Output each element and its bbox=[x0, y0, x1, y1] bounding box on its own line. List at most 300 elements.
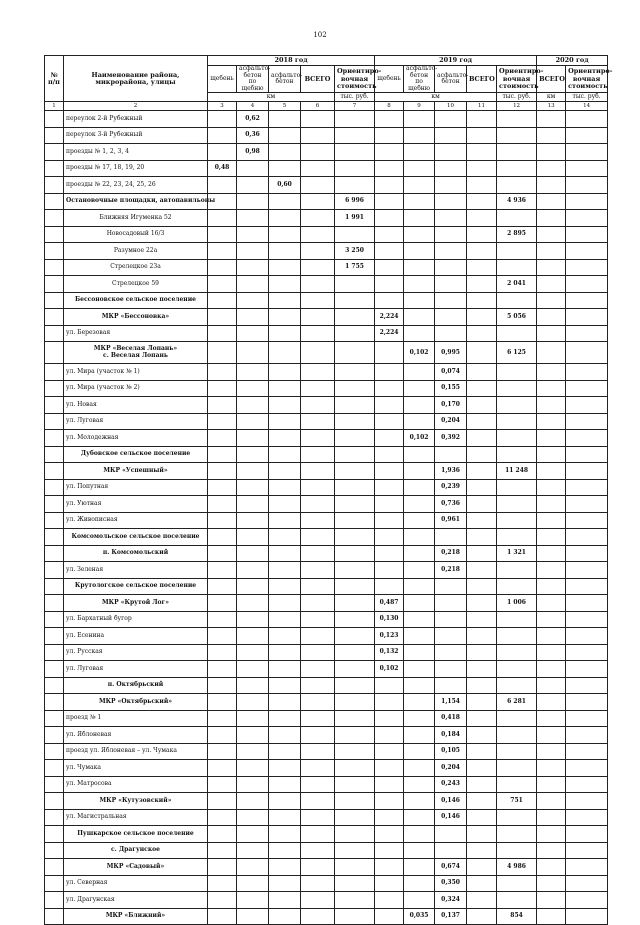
value-cell bbox=[335, 529, 375, 546]
value-cell bbox=[404, 793, 435, 810]
value-cell bbox=[301, 727, 335, 744]
value-cell bbox=[404, 292, 435, 309]
row-number-cell bbox=[45, 496, 64, 513]
value-cell bbox=[301, 529, 335, 546]
value-cell bbox=[537, 380, 566, 397]
value-cell bbox=[335, 309, 375, 326]
value-cell bbox=[566, 430, 608, 447]
value-cell bbox=[537, 809, 566, 826]
value-cell bbox=[269, 446, 301, 463]
value-cell bbox=[237, 210, 269, 227]
value-cell bbox=[566, 562, 608, 579]
value-cell bbox=[467, 512, 497, 529]
value-cell bbox=[435, 226, 467, 243]
row-number-cell bbox=[45, 677, 64, 694]
value-cell bbox=[537, 430, 566, 447]
value-cell: 0,123 bbox=[375, 628, 404, 645]
row-number-cell bbox=[45, 380, 64, 397]
value-cell bbox=[497, 380, 537, 397]
row-name-cell: п. Октябрьский bbox=[64, 677, 208, 694]
table-row bbox=[45, 611, 608, 628]
value-cell bbox=[497, 496, 537, 513]
value-cell bbox=[467, 644, 497, 661]
year-2018-header: 2018 год bbox=[208, 56, 375, 66]
page-number: 102 bbox=[313, 31, 327, 39]
table-row bbox=[45, 111, 608, 128]
value-cell bbox=[404, 226, 435, 243]
value-cell: 2,224 bbox=[375, 309, 404, 326]
value-cell bbox=[335, 160, 375, 177]
column-index-cell: 10 bbox=[435, 102, 467, 111]
value-cell bbox=[537, 397, 566, 414]
row-number-cell bbox=[45, 661, 64, 678]
row-name-cell: Бессоновское сельское поселение bbox=[64, 292, 208, 309]
value-cell bbox=[404, 892, 435, 909]
column-index-cell: 5 bbox=[269, 102, 301, 111]
value-cell bbox=[208, 892, 237, 909]
value-cell bbox=[335, 292, 375, 309]
value-cell bbox=[404, 859, 435, 876]
value-cell bbox=[301, 875, 335, 892]
value-cell bbox=[375, 397, 404, 414]
column-index-cell: 14 bbox=[566, 102, 608, 111]
value-cell bbox=[537, 892, 566, 909]
column-index-cell: 1 bbox=[45, 102, 64, 111]
value-cell bbox=[301, 413, 335, 430]
value-cell bbox=[566, 760, 608, 777]
table-row bbox=[45, 127, 608, 144]
table-row bbox=[45, 259, 608, 276]
value-cell bbox=[335, 545, 375, 562]
value-cell bbox=[497, 826, 537, 843]
value-cell bbox=[467, 479, 497, 496]
value-cell bbox=[208, 380, 237, 397]
value-cell bbox=[269, 364, 301, 381]
value-cell bbox=[375, 276, 404, 293]
value-cell bbox=[404, 160, 435, 177]
value-cell bbox=[237, 842, 269, 859]
value-cell bbox=[269, 259, 301, 276]
row-number-cell bbox=[45, 793, 64, 810]
value-cell bbox=[301, 809, 335, 826]
col-number-header: № п/п bbox=[45, 56, 64, 102]
value-cell bbox=[375, 210, 404, 227]
value-cell bbox=[208, 842, 237, 859]
value-cell: 0,243 bbox=[435, 776, 467, 793]
value-cell bbox=[537, 628, 566, 645]
value-cell bbox=[208, 111, 237, 128]
value-cell: 11 248 bbox=[497, 463, 537, 480]
value-cell bbox=[497, 259, 537, 276]
value-cell bbox=[335, 644, 375, 661]
value-cell bbox=[404, 479, 435, 496]
value-cell bbox=[537, 479, 566, 496]
value-cell bbox=[208, 595, 237, 612]
value-cell bbox=[537, 595, 566, 612]
value-cell: 0,074 bbox=[435, 364, 467, 381]
value-cell bbox=[566, 776, 608, 793]
value-cell bbox=[269, 479, 301, 496]
row-name-cell: ул. Живописная bbox=[64, 512, 208, 529]
value-cell bbox=[375, 727, 404, 744]
row-number-cell bbox=[45, 628, 64, 645]
value-cell: 2,224 bbox=[375, 325, 404, 342]
value-cell bbox=[404, 578, 435, 595]
row-name-cell: с. Драгунское bbox=[64, 842, 208, 859]
value-cell bbox=[537, 545, 566, 562]
value-cell: 0,60 bbox=[269, 177, 301, 194]
row-name-cell: ул. Луговая bbox=[64, 413, 208, 430]
value-cell bbox=[467, 595, 497, 612]
value-cell bbox=[269, 743, 301, 760]
value-cell bbox=[269, 710, 301, 727]
value-cell: 0,324 bbox=[435, 892, 467, 909]
row-name-cell: Ближняя Игуменка 52 bbox=[64, 210, 208, 227]
value-cell bbox=[404, 595, 435, 612]
table-row bbox=[45, 380, 608, 397]
row-name-cell: Новосадовый 16/3 bbox=[64, 226, 208, 243]
value-cell bbox=[566, 479, 608, 496]
value-cell bbox=[467, 793, 497, 810]
value-cell bbox=[335, 430, 375, 447]
value-cell bbox=[269, 727, 301, 744]
value-cell bbox=[375, 875, 404, 892]
row-name-cell: ул. Северная bbox=[64, 875, 208, 892]
value-cell bbox=[404, 144, 435, 161]
value-cell bbox=[301, 193, 335, 210]
value-cell bbox=[208, 908, 237, 925]
value-cell bbox=[467, 727, 497, 744]
row-number-cell bbox=[45, 875, 64, 892]
value-cell bbox=[467, 259, 497, 276]
value-cell bbox=[208, 226, 237, 243]
value-cell bbox=[301, 644, 335, 661]
value-cell bbox=[537, 463, 566, 480]
value-cell bbox=[269, 644, 301, 661]
value-cell bbox=[537, 309, 566, 326]
value-cell bbox=[497, 710, 537, 727]
gravel-2018-header: щебень bbox=[208, 66, 237, 93]
value-cell bbox=[301, 243, 335, 260]
value-cell bbox=[404, 380, 435, 397]
value-cell bbox=[269, 430, 301, 447]
value-cell bbox=[566, 892, 608, 909]
value-cell bbox=[404, 463, 435, 480]
value-cell bbox=[335, 776, 375, 793]
value-cell bbox=[435, 826, 467, 843]
value-cell bbox=[467, 677, 497, 694]
table-row bbox=[45, 743, 608, 760]
value-cell bbox=[208, 710, 237, 727]
value-cell bbox=[404, 397, 435, 414]
value-cell bbox=[467, 694, 497, 711]
value-cell bbox=[237, 512, 269, 529]
row-name-cell: МКР «Веселая Лопань» с. Веселая Лопань bbox=[64, 342, 208, 364]
row-name-cell: МКР «Бессоновка» bbox=[64, 309, 208, 326]
value-cell bbox=[208, 364, 237, 381]
value-cell bbox=[537, 760, 566, 777]
value-cell bbox=[301, 276, 335, 293]
value-cell bbox=[404, 694, 435, 711]
row-number-cell bbox=[45, 611, 64, 628]
value-cell bbox=[404, 611, 435, 628]
value-cell bbox=[497, 644, 537, 661]
value-cell bbox=[467, 760, 497, 777]
row-name-cell: МКР «Кутузовский» bbox=[64, 793, 208, 810]
value-cell bbox=[237, 364, 269, 381]
table-row bbox=[45, 677, 608, 694]
value-cell bbox=[566, 859, 608, 876]
value-cell bbox=[237, 694, 269, 711]
value-cell bbox=[497, 430, 537, 447]
value-cell bbox=[269, 127, 301, 144]
value-cell bbox=[208, 397, 237, 414]
value-cell bbox=[435, 611, 467, 628]
value-cell bbox=[375, 908, 404, 925]
value-cell bbox=[467, 463, 497, 480]
asphalt-on-gravel-2019-header: асфальто-бетон по щебню bbox=[404, 66, 435, 93]
row-name-cell: ул. Драгунская bbox=[64, 892, 208, 909]
gravel-2019-header: щебень bbox=[375, 66, 404, 93]
column-index-cell: 13 bbox=[537, 102, 566, 111]
value-cell bbox=[404, 677, 435, 694]
table-row bbox=[45, 210, 608, 227]
value-cell bbox=[467, 776, 497, 793]
row-name-cell: МКР «Садовый» bbox=[64, 859, 208, 876]
value-cell bbox=[301, 842, 335, 859]
row-name-cell: ул. Мира (участок № 1) bbox=[64, 364, 208, 381]
value-cell bbox=[435, 160, 467, 177]
value-cell bbox=[566, 677, 608, 694]
row-name-cell: проезды № 17, 18, 19, 20 bbox=[64, 160, 208, 177]
row-name-cell: Крутологское сельское поселение bbox=[64, 578, 208, 595]
value-cell bbox=[467, 160, 497, 177]
value-cell bbox=[467, 809, 497, 826]
table-row bbox=[45, 342, 608, 364]
value-cell: 5 056 bbox=[497, 309, 537, 326]
value-cell bbox=[269, 512, 301, 529]
table-row bbox=[45, 226, 608, 243]
row-name-cell: проезд № 1 bbox=[64, 710, 208, 727]
value-cell bbox=[404, 364, 435, 381]
row-number-cell bbox=[45, 809, 64, 826]
value-cell bbox=[435, 177, 467, 194]
value-cell bbox=[467, 562, 497, 579]
value-cell bbox=[566, 743, 608, 760]
value-cell bbox=[269, 694, 301, 711]
value-cell bbox=[301, 908, 335, 925]
value-cell bbox=[375, 496, 404, 513]
table-row bbox=[45, 727, 608, 744]
value-cell bbox=[497, 760, 537, 777]
value-cell bbox=[237, 892, 269, 909]
value-cell bbox=[335, 380, 375, 397]
value-cell bbox=[375, 677, 404, 694]
row-name-cell: п. Комсомольский bbox=[64, 545, 208, 562]
total-2018-header: ВСЕГО bbox=[301, 66, 335, 93]
value-cell bbox=[566, 496, 608, 513]
value-cell bbox=[537, 529, 566, 546]
total-2019-header: ВСЕГО bbox=[467, 66, 497, 93]
value-cell bbox=[435, 292, 467, 309]
row-number-cell bbox=[45, 177, 64, 194]
value-cell bbox=[566, 144, 608, 161]
table-row bbox=[45, 463, 608, 480]
value-cell bbox=[208, 760, 237, 777]
value-cell bbox=[335, 226, 375, 243]
value-cell: 751 bbox=[497, 793, 537, 810]
value-cell bbox=[237, 628, 269, 645]
value-cell: 1,154 bbox=[435, 694, 467, 711]
value-cell bbox=[335, 908, 375, 925]
value-cell bbox=[467, 380, 497, 397]
row-name-cell: ул. Есенина bbox=[64, 628, 208, 645]
value-cell bbox=[208, 529, 237, 546]
value-cell bbox=[404, 644, 435, 661]
value-cell bbox=[301, 512, 335, 529]
value-cell bbox=[467, 397, 497, 414]
value-cell bbox=[208, 809, 237, 826]
value-cell bbox=[301, 562, 335, 579]
value-cell bbox=[497, 776, 537, 793]
value-cell bbox=[537, 661, 566, 678]
value-cell bbox=[237, 276, 269, 293]
value-cell bbox=[301, 578, 335, 595]
value-cell bbox=[467, 496, 497, 513]
table-row bbox=[45, 694, 608, 711]
value-cell bbox=[301, 859, 335, 876]
value-cell bbox=[301, 364, 335, 381]
value-cell bbox=[497, 842, 537, 859]
value-cell bbox=[537, 364, 566, 381]
value-cell bbox=[467, 177, 497, 194]
value-cell bbox=[435, 446, 467, 463]
row-number-cell bbox=[45, 430, 64, 447]
value-cell bbox=[269, 111, 301, 128]
value-cell bbox=[375, 193, 404, 210]
row-number-cell bbox=[45, 309, 64, 326]
asphalt-on-gravel-2018-header: асфальто-бетон по щебню bbox=[237, 66, 269, 93]
value-cell bbox=[301, 545, 335, 562]
table-row bbox=[45, 364, 608, 381]
value-cell bbox=[375, 430, 404, 447]
value-cell bbox=[375, 259, 404, 276]
value-cell bbox=[335, 463, 375, 480]
value-cell bbox=[237, 595, 269, 612]
table-row bbox=[45, 276, 608, 293]
value-cell bbox=[375, 859, 404, 876]
value-cell bbox=[467, 743, 497, 760]
row-number-cell bbox=[45, 160, 64, 177]
table-row bbox=[45, 859, 608, 876]
value-cell bbox=[566, 463, 608, 480]
table-row bbox=[45, 760, 608, 777]
value-cell bbox=[269, 325, 301, 342]
table-row bbox=[45, 397, 608, 414]
column-index-cell: 7 bbox=[335, 102, 375, 111]
value-cell bbox=[537, 875, 566, 892]
value-cell bbox=[335, 127, 375, 144]
value-cell bbox=[208, 144, 237, 161]
value-cell bbox=[537, 210, 566, 227]
value-cell bbox=[208, 342, 237, 364]
row-number-cell bbox=[45, 694, 64, 711]
value-cell bbox=[237, 193, 269, 210]
value-cell bbox=[269, 529, 301, 546]
value-cell: 0,487 bbox=[375, 595, 404, 612]
value-cell bbox=[237, 859, 269, 876]
row-number-cell bbox=[45, 578, 64, 595]
value-cell bbox=[237, 243, 269, 260]
row-number-cell bbox=[45, 760, 64, 777]
row-name-cell: МКР «Успешный» bbox=[64, 463, 208, 480]
value-cell: 0,36 bbox=[237, 127, 269, 144]
value-cell bbox=[301, 127, 335, 144]
value-cell bbox=[435, 644, 467, 661]
value-cell bbox=[467, 430, 497, 447]
row-name-cell: МКР «Октябрьский» bbox=[64, 694, 208, 711]
value-cell bbox=[435, 111, 467, 128]
value-cell bbox=[467, 193, 497, 210]
value-cell bbox=[208, 127, 237, 144]
value-cell bbox=[435, 529, 467, 546]
value-cell bbox=[301, 595, 335, 612]
roads-table bbox=[44, 55, 613, 925]
value-cell bbox=[237, 793, 269, 810]
value-cell: 0,98 bbox=[237, 144, 269, 161]
value-cell bbox=[269, 661, 301, 678]
value-cell bbox=[237, 875, 269, 892]
table-row bbox=[45, 545, 608, 562]
value-cell bbox=[237, 397, 269, 414]
value-cell bbox=[497, 127, 537, 144]
value-cell bbox=[269, 760, 301, 777]
column-index-row bbox=[45, 102, 608, 111]
value-cell bbox=[537, 111, 566, 128]
value-cell bbox=[566, 793, 608, 810]
value-cell bbox=[208, 259, 237, 276]
value-cell bbox=[375, 826, 404, 843]
value-cell bbox=[566, 160, 608, 177]
row-number-cell bbox=[45, 842, 64, 859]
value-cell bbox=[208, 611, 237, 628]
value-cell bbox=[208, 479, 237, 496]
value-cell bbox=[301, 628, 335, 645]
value-cell bbox=[335, 809, 375, 826]
value-cell bbox=[269, 908, 301, 925]
value-cell bbox=[537, 578, 566, 595]
value-cell bbox=[237, 710, 269, 727]
value-cell bbox=[237, 562, 269, 579]
value-cell bbox=[335, 562, 375, 579]
value-cell bbox=[335, 342, 375, 364]
value-cell bbox=[375, 127, 404, 144]
table-row bbox=[45, 826, 608, 843]
value-cell bbox=[537, 512, 566, 529]
value-cell bbox=[375, 413, 404, 430]
value-cell bbox=[269, 809, 301, 826]
row-name-cell: ул. Яблоневая bbox=[64, 727, 208, 744]
column-index-cell: 6 bbox=[301, 102, 335, 111]
value-cell bbox=[566, 611, 608, 628]
value-cell bbox=[497, 727, 537, 744]
value-cell bbox=[537, 842, 566, 859]
row-name-cell: ул. Попутная bbox=[64, 479, 208, 496]
value-cell bbox=[208, 677, 237, 694]
value-cell bbox=[375, 776, 404, 793]
value-cell: 0,130 bbox=[375, 611, 404, 628]
value-cell: 0,102 bbox=[404, 342, 435, 364]
